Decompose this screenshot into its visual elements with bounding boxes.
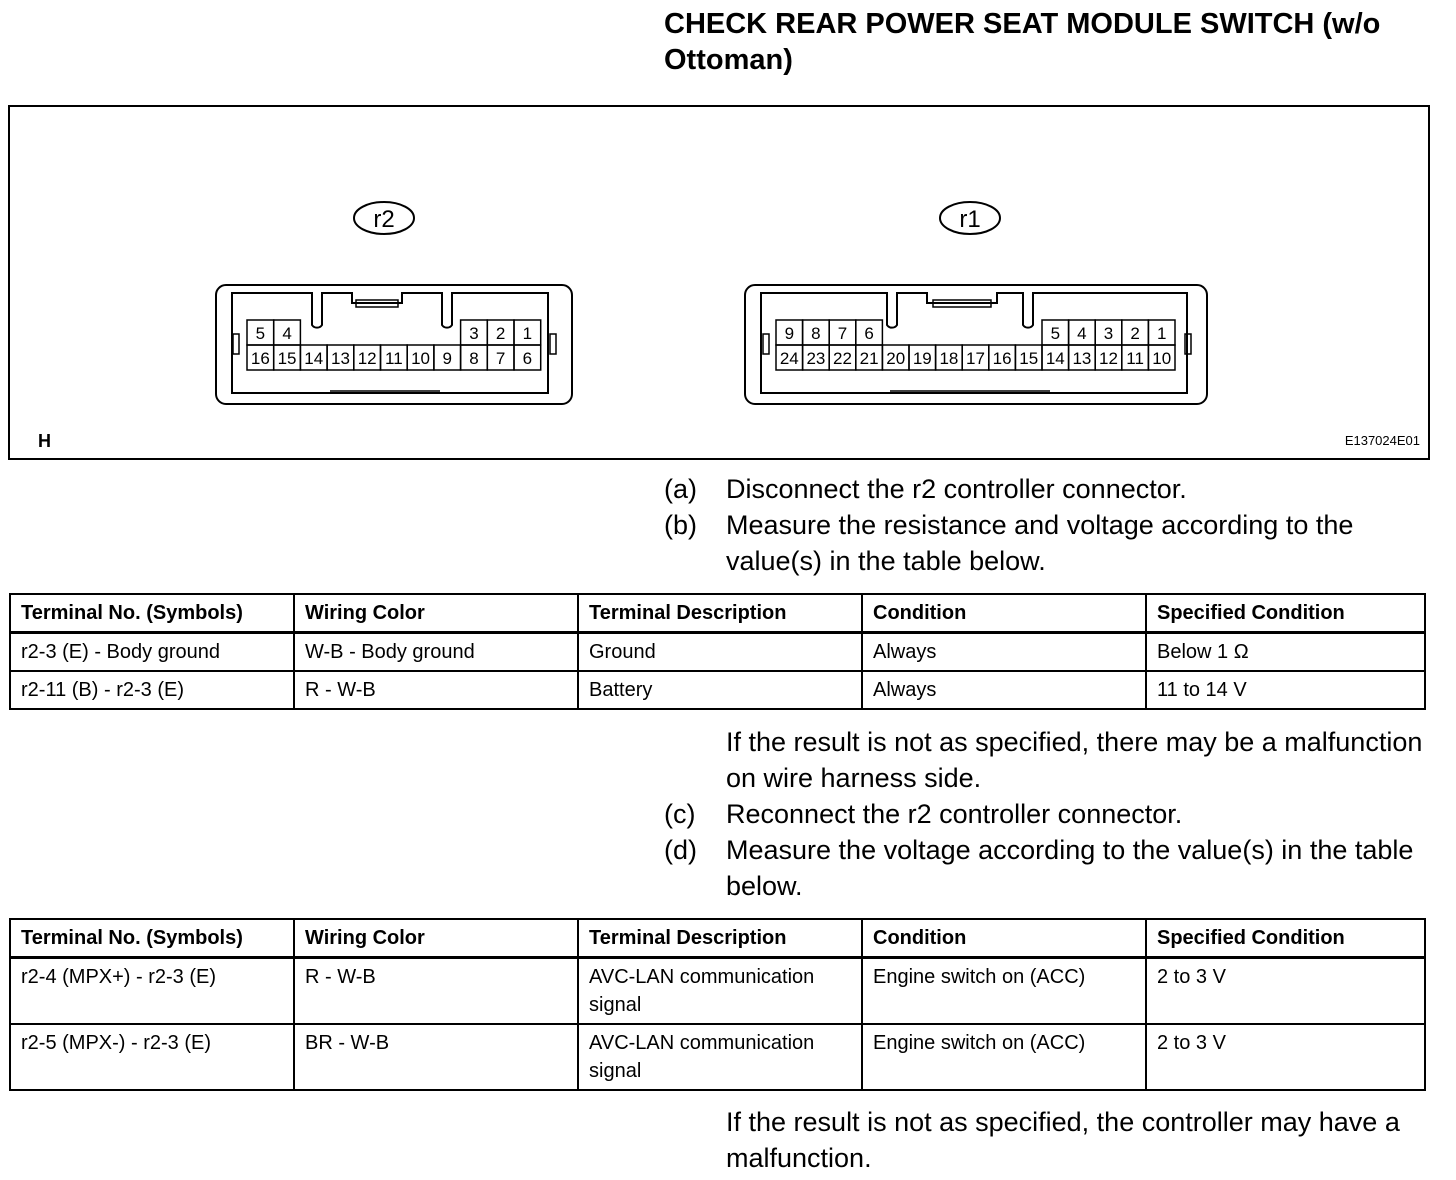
table-cell: 2 to 3 V xyxy=(1146,958,1425,1025)
table-cell: 11 to 14 V xyxy=(1146,671,1425,709)
table-cell: Engine switch on (ACC) xyxy=(862,958,1146,1025)
table-cell: R - W-B xyxy=(294,671,578,709)
table-cell: 2 to 3 V xyxy=(1146,1024,1425,1090)
connector-diagram xyxy=(10,107,1428,458)
table-cell: Engine switch on (ACC) xyxy=(862,1024,1146,1090)
table-row xyxy=(10,1024,1425,1090)
terminal-number: 2 xyxy=(1130,324,1140,343)
connector-illustration xyxy=(8,105,1430,460)
terminal-number: 4 xyxy=(1077,324,1087,343)
terminal-number: 9 xyxy=(442,349,452,368)
table-cell: AVC-LAN communication signal xyxy=(578,958,862,1025)
step-b-text: Measure the resistance and voltage according to the value(s) in the table below. xyxy=(726,510,1354,576)
voltage-table-2 xyxy=(9,918,1426,1091)
table-2-header-row xyxy=(10,919,1425,958)
terminal-number: 8 xyxy=(811,324,821,343)
step-a-label: (a) xyxy=(664,474,697,504)
terminal-number: 18 xyxy=(939,349,959,368)
terminal-number: 7 xyxy=(837,324,848,343)
terminal-number: 4 xyxy=(282,324,292,343)
table-2-header-cell: Condition xyxy=(862,919,1146,958)
table-2-header-cell: Terminal No. (Symbols) xyxy=(10,919,294,958)
terminal-number: 17 xyxy=(966,349,985,368)
terminal-number: 10 xyxy=(1152,349,1172,368)
step-b-label: (b) xyxy=(664,510,697,540)
table-2-header-cell: Wiring Color xyxy=(294,919,578,958)
table-1-header-cell: Specified Condition xyxy=(1146,594,1425,633)
terminal-number: 5 xyxy=(255,324,266,343)
terminal-number: 16 xyxy=(992,349,1012,368)
terminal-number: 13 xyxy=(330,349,350,368)
terminal-number: 15 xyxy=(1019,349,1039,368)
terminal-number: 1 xyxy=(522,324,533,343)
table-1-header-cell: Terminal Description xyxy=(578,594,862,633)
note-controller: If the result is not as specified, the controller may have a malfunction. xyxy=(726,1107,1400,1173)
r2-connector xyxy=(216,285,572,404)
terminal-number: 10 xyxy=(411,349,431,368)
terminal-number: 3 xyxy=(1103,324,1114,343)
table-cell: Always xyxy=(862,633,1146,672)
step-a-text: Disconnect the r2 controller connector. xyxy=(726,474,1187,504)
table-1-header-row xyxy=(10,594,1425,633)
table-row xyxy=(10,671,1425,709)
terminal-number: 19 xyxy=(912,349,932,368)
table-cell: AVC-LAN communication signal xyxy=(578,1024,862,1090)
terminal-number: 23 xyxy=(806,349,826,368)
view-letter: H xyxy=(38,431,51,451)
terminal-number: 14 xyxy=(304,349,324,368)
table-1-header-cell: Condition xyxy=(862,594,1146,633)
table-cell: W-B - Body ground xyxy=(294,633,578,672)
note-wire-harness: If the result is not as specified, there may be a malfunction on wire harness side. xyxy=(726,727,1423,793)
terminal-number: 9 xyxy=(784,324,795,343)
terminal-number: 1 xyxy=(1156,324,1167,343)
r1-connector xyxy=(745,285,1207,404)
terminal-number: 7 xyxy=(495,349,506,368)
terminal-number: 21 xyxy=(859,349,879,368)
table-row xyxy=(10,633,1425,672)
table-cell: r2-3 (E) - Body ground xyxy=(10,633,294,672)
table-cell: r2-4 (MPX+) - r2-3 (E) xyxy=(10,958,294,1025)
table-cell: Ground xyxy=(578,633,862,672)
table-row xyxy=(10,958,1425,1025)
table-cell: Battery xyxy=(578,671,862,709)
step-d-text: Measure the voltage according to the value(s) in the table below. xyxy=(726,835,1414,901)
table-1-header-cell: Wiring Color xyxy=(294,594,578,633)
r2-connector-label: r2 xyxy=(373,206,395,233)
table-cell: Below 1 Ω xyxy=(1146,633,1425,672)
resistance-voltage-table-1 xyxy=(9,593,1426,710)
terminal-number: 20 xyxy=(886,349,906,368)
terminal-number: 12 xyxy=(1099,349,1118,368)
table-2-header-cell: Terminal Description xyxy=(578,919,862,958)
terminal-number: 22 xyxy=(833,349,852,368)
terminal-number: 15 xyxy=(277,349,297,368)
terminal-number: 11 xyxy=(385,349,403,368)
table-2-header-cell: Specified Condition xyxy=(1146,919,1425,958)
terminal-number: 6 xyxy=(864,324,874,343)
terminal-number: 16 xyxy=(250,349,270,368)
page-title: CHECK REAR POWER SEAT MODULE SWITCH (w/o Ottoman) xyxy=(664,8,1381,76)
figure-code: E137024E01 xyxy=(1344,433,1420,448)
terminal-number: 14 xyxy=(1045,349,1065,368)
r1-connector-label: r1 xyxy=(959,206,981,233)
table-cell: r2-5 (MPX-) - r2-3 (E) xyxy=(10,1024,294,1090)
table-cell: BR - W-B xyxy=(294,1024,578,1090)
table-1-header-cell: Terminal No. (Symbols) xyxy=(10,594,294,633)
table-cell: r2-11 (B) - r2-3 (E) xyxy=(10,671,294,709)
terminal-number: 13 xyxy=(1072,349,1092,368)
terminal-number: 3 xyxy=(469,324,479,343)
terminal-number: 8 xyxy=(469,349,479,368)
step-c-text: Reconnect the r2 controller connector. xyxy=(726,799,1183,829)
terminal-number: 6 xyxy=(522,349,533,368)
step-d-label: (d) xyxy=(664,835,697,865)
step-c-label: (c) xyxy=(664,799,696,829)
terminal-number: 11 xyxy=(1126,349,1144,368)
terminal-number: 2 xyxy=(495,324,506,343)
terminal-number: 24 xyxy=(779,349,799,368)
terminal-number: 5 xyxy=(1050,324,1061,343)
terminal-number: 12 xyxy=(357,349,377,368)
table-cell: Always xyxy=(862,671,1146,709)
table-cell: R - W-B xyxy=(294,958,578,1025)
